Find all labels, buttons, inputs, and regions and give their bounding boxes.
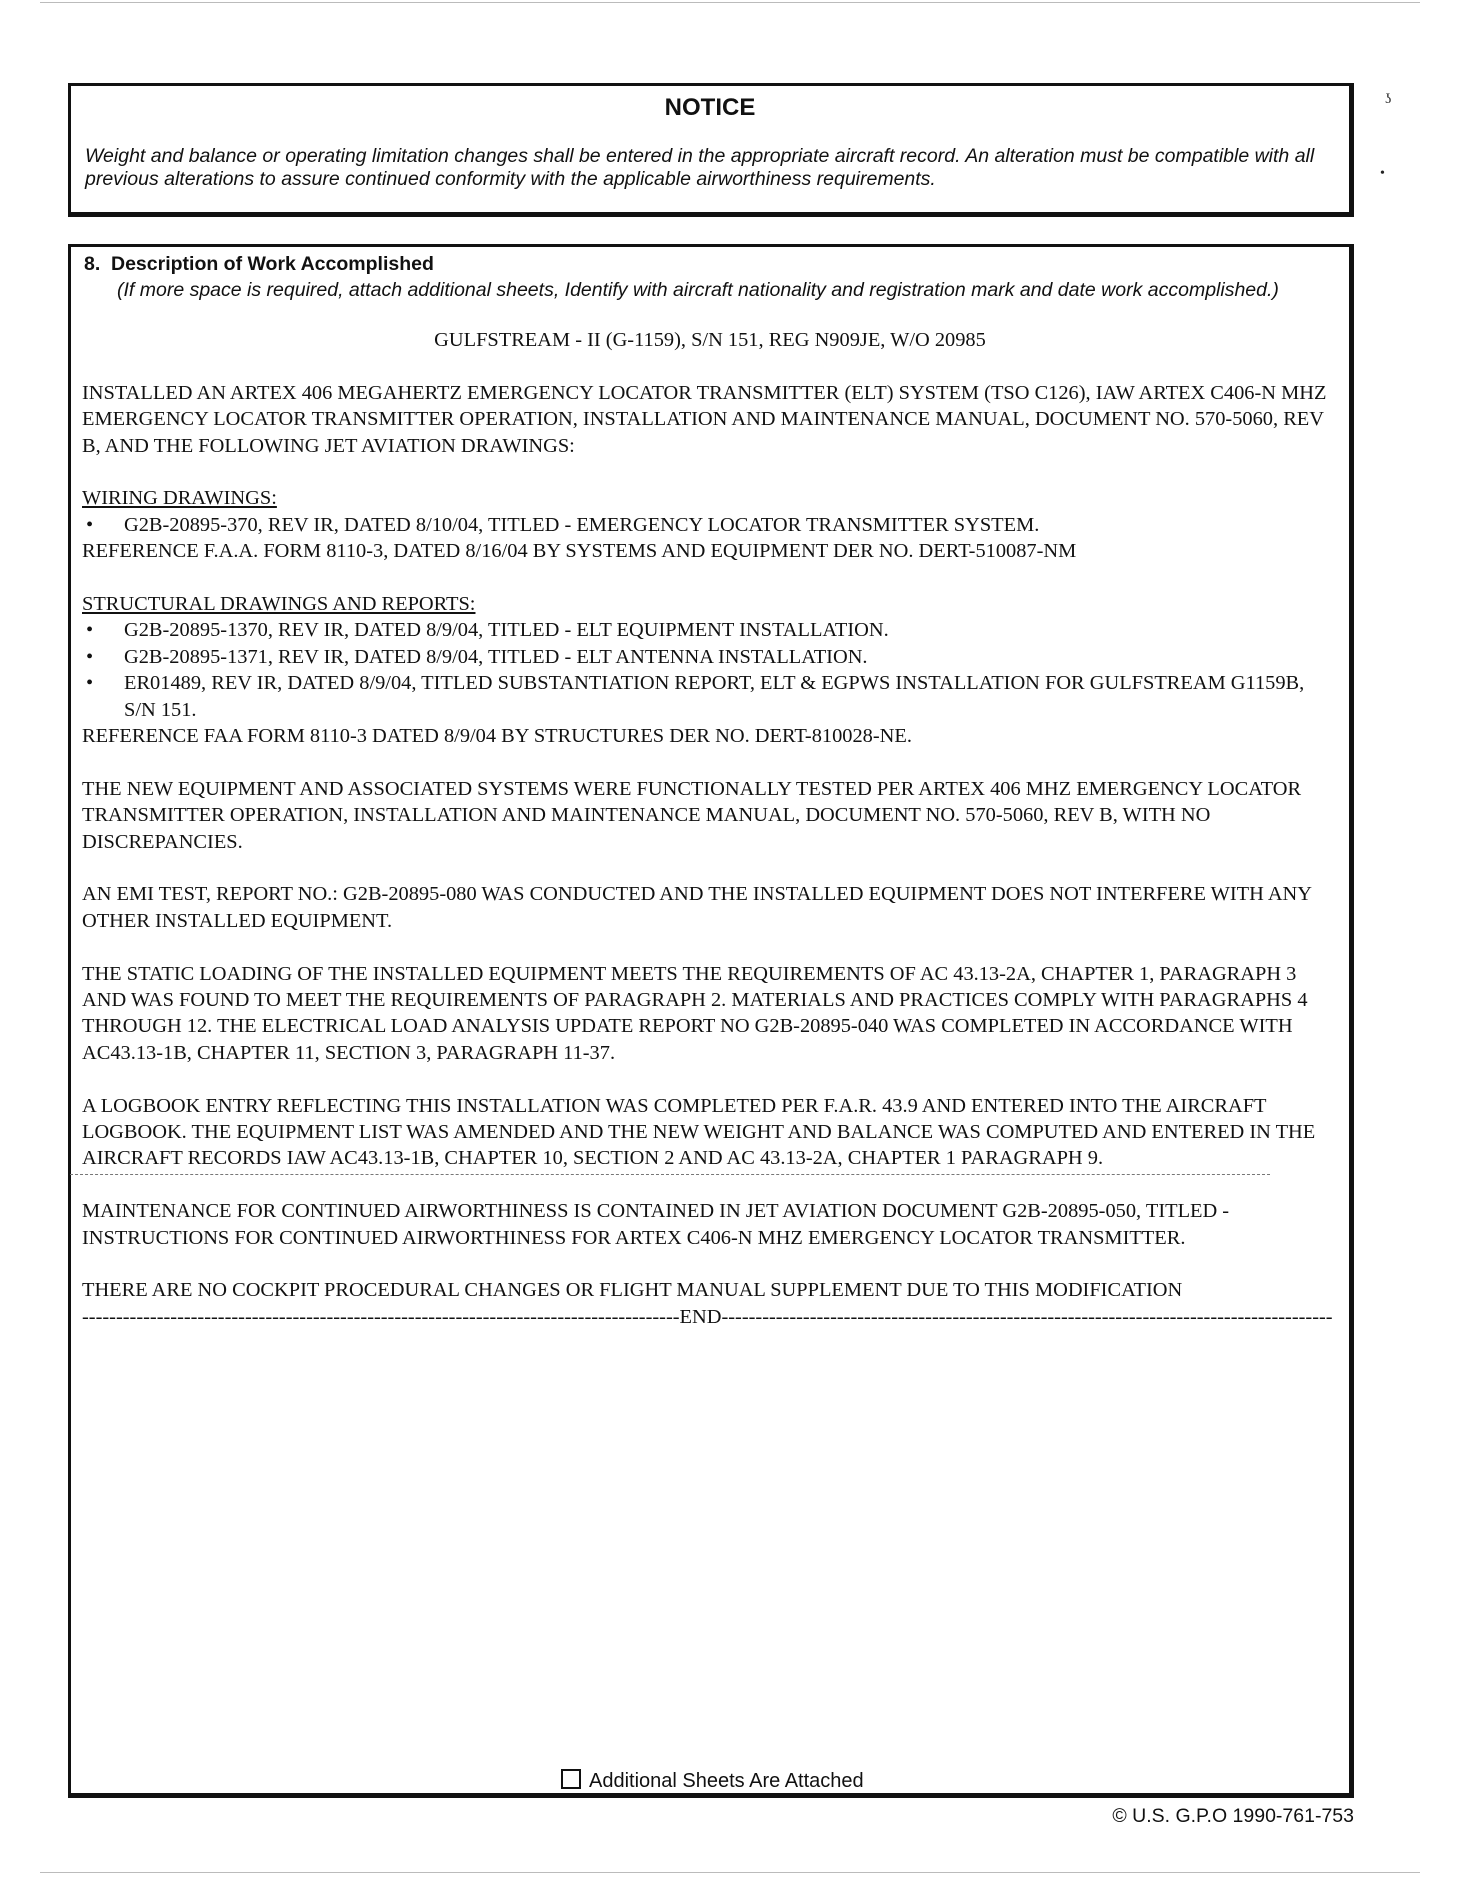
emi-paragraph: AN EMI TEST, REPORT NO.: G2B-20895-080 WAS CONDUCTED AND THE INSTALLED EQUIPMENT DOES NOT INTERFERE WITH ANY OTHER INSTALLED EQUIPMENT. bbox=[82, 883, 1312, 932]
maintenance-paragraph: MAINTENANCE FOR CONTINUED AIRWORTHINESS IS CONTAINED IN JET AVIATION DOCUMENT G2B-20895-050, TITLED - INSTRUCTIONS FOR CONTINUED AIRWORTHINESS FOR ARTEX C406-N MHZ EMERGENCY LOCATOR TRANSMITTER. bbox=[82, 1200, 1230, 1249]
end-line: ----------------------------------------------------------------------------------------END------------------------------------------------------------------------------------------ bbox=[82, 1305, 1333, 1328]
separator-line bbox=[70, 1174, 1270, 1175]
structural-reference: REFERENCE FAA FORM 8110-3 DATED 8/9/04 BY STRUCTURES DER NO. DERT-810028-NE. bbox=[82, 725, 912, 748]
work-description bbox=[82, 327, 1338, 1330]
test-paragraph: THE NEW EQUIPMENT AND ASSOCIATED SYSTEMS WERE FUNCTIONALLY TESTED PER ARTEX 406 MHZ EMERGENCY LOCATOR TRANSMITTER OPERATION, INSTALLATION AND MAINTENANCE MANUAL, DOCUMENT NO. 570-5060, REV B, WITH NO DISCREPANCIES. bbox=[82, 777, 1302, 853]
structural-item-text: G2B-20895-1370, REV IR, DATED 8/9/04, TITLED - ELT EQUIPMENT INSTALLATION. bbox=[124, 619, 889, 642]
notice-text: Weight and balance or operating limitation changes shall be entered in the appropriate aircraft record. An alteration must be compatible with all previous alterations to assure continued conformity with the applicable airworthiness requirements. bbox=[85, 145, 1315, 190]
logbook-paragraph: A LOGBOOK ENTRY REFLECTING THIS INSTALLATION WAS COMPLETED PER F.A.R. 43.9 AND ENTERED INTO THE AIRCRAFT LOGBOOK. THE EQUIPMENT LIST WAS AMENDED AND THE NEW WEIGHT AND BALANCE WAS COMPUTED AND ENTERED IN THE AIRCRAFT RECORDS IAW AC43.13-1B, CHAPTER 10, SECTION 2 AND AC 43.13-2A, CHAPTER 1 PARAGRAPH 9. bbox=[82, 1094, 1316, 1170]
structural-heading: STRUCTURAL DRAWINGS AND REPORTS: bbox=[82, 593, 476, 616]
list-item: • G2B-20895-1371, REV IR, DATED 8/9/04, TITLED - ELT ANTENNA INSTALLATION. bbox=[86, 645, 868, 668]
section-subtitle: (If more space is required, attach additional sheets, Identify with aircraft nationality and registration mark and date work accomplished.) bbox=[117, 279, 1279, 301]
notice-box bbox=[68, 83, 1354, 217]
additional-sheets bbox=[561, 1769, 864, 1793]
gpo-footer: © U.S. G.P.O 1990-761-753 bbox=[1112, 1805, 1354, 1827]
description-box bbox=[68, 244, 1354, 1798]
wiring-item-text: G2B-20895-370, REV IR, DATED 8/10/04, TITLED - EMERGENCY LOCATOR TRANSMITTER SYSTEM. bbox=[124, 513, 1040, 536]
list-item: • G2B-20895-370, REV IR, DATED 8/10/04, TITLED - EMERGENCY LOCATOR TRANSMITTER SYSTEM. bbox=[86, 513, 1040, 536]
wiring-reference: REFERENCE F.A.A. FORM 8110-3, DATED 8/16/04 BY SYSTEMS AND EQUIPMENT DER NO. DERT-510087-NM bbox=[82, 540, 1077, 563]
structural-item-text: G2B-20895-1371, REV IR, DATED 8/9/04, TITLED - ELT ANTENNA INSTALLATION. bbox=[124, 645, 868, 668]
additional-sheets-label: Additional Sheets Are Attached bbox=[589, 1770, 864, 1792]
notice-title: NOTICE bbox=[664, 94, 756, 121]
no-changes-paragraph: THERE ARE NO COCKPIT PROCEDURAL CHANGES OR FLIGHT MANUAL SUPPLEMENT DUE TO THIS MODIFICATION bbox=[82, 1279, 1183, 1302]
wiring-heading: WIRING DRAWINGS: bbox=[82, 487, 277, 510]
list-item: • ER01489, REV IR, DATED 8/9/04, TITLED SUBSTANTIATION REPORT, ELT & EGPWS INSTALLATION FOR GULFSTREAM G1159B, S/N 151. bbox=[86, 672, 1305, 721]
additional-sheets-checkbox[interactable] bbox=[561, 1769, 581, 1789]
page-bottom-rule bbox=[40, 1872, 1420, 1873]
section-number: 8. bbox=[84, 253, 101, 275]
list-item: • G2B-20895-1370, REV IR, DATED 8/9/04, TITLED - ELT EQUIPMENT INSTALLATION. bbox=[86, 619, 889, 642]
scan-speck: • bbox=[1380, 166, 1385, 181]
structural-item-text: ER01489, REV IR, DATED 8/9/04, TITLED SUBSTANTIATION REPORT, ELT & EGPWS INSTALLATION FOR GULFSTREAM G1159B, S/N 151. bbox=[124, 672, 1305, 721]
section-heading bbox=[84, 253, 434, 276]
scan-speck: ʖ bbox=[1385, 92, 1392, 107]
aircraft-line: GULFSTREAM - II (G-1159), S/N 151, REG N909JE, W/O 20985 bbox=[434, 329, 986, 351]
section-title: Description of Work Accomplished bbox=[111, 253, 434, 275]
page-top-rule bbox=[40, 2, 1420, 3]
static-loading-paragraph: THE STATIC LOADING OF THE INSTALLED EQUIPMENT MEETS THE REQUIREMENTS OF AC 43.13-2A, CHAPTER 1, PARAGRAPH 3 AND WAS FOUND TO MEET THE REQUIREMENTS OF PARAGRAPH 2. MATERIALS AND PRACTICES COMPLY WITH PARAGRAPHS 4 THROUGH 12. THE ELECTRICAL LOAD ANALYSIS UPDATE REPORT NO G2B-20895-040 WAS COMPLETED IN ACCORDANCE WITH AC43.13-1B, CHAPTER 11, SECTION 3, PARAGRAPH 11-37. bbox=[82, 962, 1308, 1064]
intro-paragraph: INSTALLED AN ARTEX 406 MEGAHERTZ EMERGENCY LOCATOR TRANSMITTER (ELT) SYSTEM (TSO C126), IAW ARTEX C406-N MHZ EMERGENCY LOCATOR TRANSMITTER OPERATION, INSTALLATION AND MAINTENANCE MANUAL, DOCUMENT NO. 570-5060, REV B, AND THE FOLLOWING JET AVIATION DRAWINGS: bbox=[82, 381, 1327, 457]
